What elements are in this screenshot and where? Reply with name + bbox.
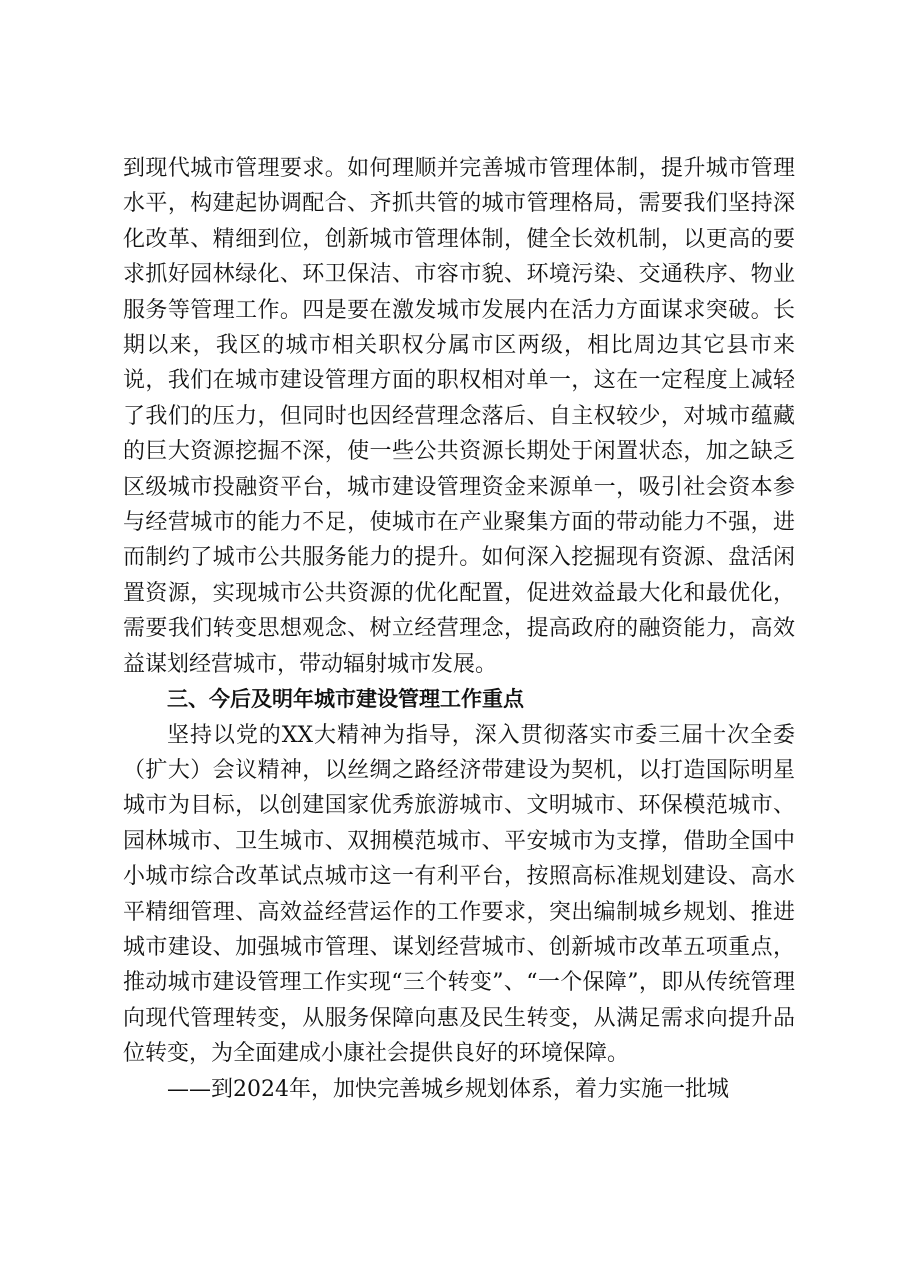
body-paragraph: 坚持以党的XX大精神为指导，深入贯彻落实市委三届十次全委（扩大）会议精神，以丝绸之路经济带建设为契机，以打造国际明星城市为目标，以创建国家优秀旅游城市、文明城市、环保模范城市、园林城市、卫生城市、双拥模范城市、平安城市为支撑，借助全国中小城市综合改革试点城市这一有利平台，按照高标准规划建设、高水平精细管理、高效益经营运作的工作要求，突出编制城乡规划、推进城市建设、加强城市管理、谋划经营城市、创新城市改革五项重点，推动城市建设管理工作实现“三个转变”、“一个保障”，即从传统管理向现代管理转变，从服务保障向惠及民生转变，从满足需求向提升品位转变，为全面建成小康社会提供良好的环境保障。 bbox=[123, 722, 795, 1067]
section-heading: 三、今后及明年城市建设管理工作重点 bbox=[167, 687, 524, 712]
body-paragraph-continued: 到现代城市管理要求。如何理顺并完善城市管理体制，提升城市管理水平，构建起协调配合、齐抓共管的城市管理格局，需要我们坚持深化改革、精细到位，创新城市管理体制，健全长效机制，以更高的要求抓好园林绿化、环卫保洁、市容市貌、环境污染、交通秩序、物业服务等管理工作。四是要在激发城市发展内在活力方面谋求突破。长期以来，我区的城市相关职权分属市区两级，相比周边其它县市来说，我们在城市建设管理方面的职权相对单一，这在一定程度上减轻了我们的压力，但同时也因经营理念落后、自主权较少，对城市蕴藏的巨大资源挖掘不深，使一些公共资源长期处于闲置状态，加之缺乏区级城市投融资平台，城市建设管理资金来源单一，吸引社会资本参与经营城市的能力不足，使城市在产业聚集方面的带动能力不强，进而制约了城市公共服务能力的提升。如何深入挖掘现有资源、盘活闲置资源，实现城市公共资源的优化配置，促进效益最大化和最优化，需要我们转变思想观念、树立经营理念，提高政府的融资能力，高效益谋划经营城市，带动辐射城市发展。 bbox=[123, 156, 795, 677]
body-paragraph-truncated: ——到2024年，加快完善城乡规划体系，着力实施一批城 bbox=[167, 1076, 729, 1102]
document-body bbox=[123, 151, 795, 1107]
